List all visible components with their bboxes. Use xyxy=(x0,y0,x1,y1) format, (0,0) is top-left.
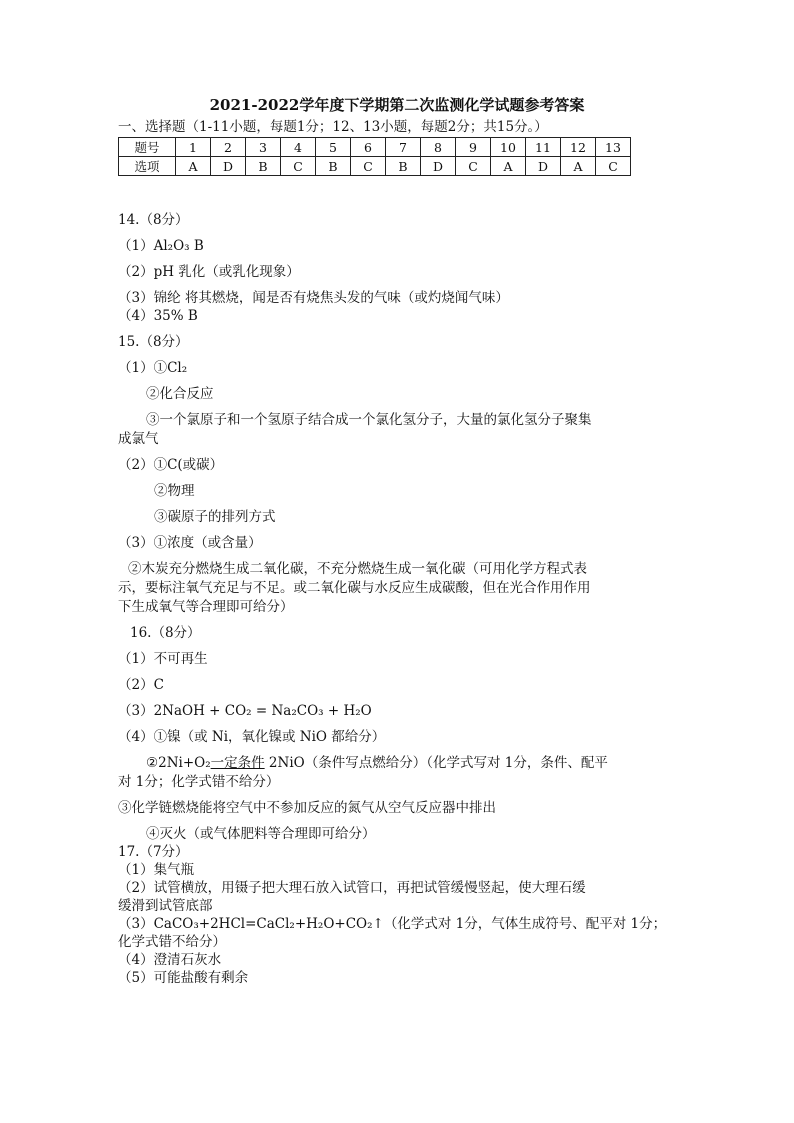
q16-equation-line xyxy=(146,754,608,772)
q16-line: （1）不可再生 xyxy=(118,651,208,667)
answer-cell: D xyxy=(526,157,561,176)
answer-cell: D xyxy=(421,157,456,176)
q17-heading: 17.（7分） xyxy=(118,844,189,860)
q17-line: （2）试管横放，用镊子把大理石放入试管口，再把试管缓慢竖起，使大理石缓 xyxy=(118,880,586,896)
answer-cell: B xyxy=(316,157,351,176)
question-number-cell: 6 xyxy=(351,138,386,157)
q16-eq-reactants: ②2Ni+O₂ xyxy=(146,755,211,771)
q17-line: （1）集气瓶 xyxy=(118,862,195,878)
row-label-number: 题号 xyxy=(119,138,176,157)
q14-line: （1）Al₂O₃ B xyxy=(118,238,204,254)
q15-line: ②化合反应 xyxy=(146,386,214,402)
q16-line: ③化学链燃烧能将空气中不参加反应的氮气从空气反应器中排出 xyxy=(118,800,496,816)
q15-line: ③一个氯原子和一个氢原子结合成一个氯化氢分子，大量的氯化氢分子聚集 xyxy=(146,412,592,428)
answer-cell: C xyxy=(281,157,316,176)
answer-cell: B xyxy=(386,157,421,176)
q16-line: （4）①镍（或 Ni，氧化镍或 NiO 都给分） xyxy=(118,729,386,745)
table-row-numbers xyxy=(119,138,631,157)
q14-line: （4）35% B xyxy=(118,308,198,324)
question-number-cell: 12 xyxy=(561,138,596,157)
q16-line: ④灭火（或气体肥料等合理即可给分） xyxy=(146,826,376,842)
q14-line: （2）pH 乳化（或乳化现象） xyxy=(118,264,300,280)
page-title: 2021-2022学年度下学期第二次监测化学试题参考答案 xyxy=(209,96,585,114)
q15-line: 下生成氧气等合理即可给分） xyxy=(118,599,294,615)
answer-cell: C xyxy=(351,157,386,176)
q17-line: （4）澄清石灰水 xyxy=(118,952,222,968)
answer-cell: D xyxy=(211,157,246,176)
q15-line: ②木炭充分燃烧生成二氧化碳，不充分燃烧生成一氧化碳（可用化学方程式表 xyxy=(128,561,587,577)
q17-line: （3）CaCO₃+2HCl=CaCl₂+H₂O+CO₂↑（化学式对 1分，气体生成符号、配平对 1分； xyxy=(118,916,667,932)
q15-heading: 15.（8分） xyxy=(118,334,189,350)
answer-cell: C xyxy=(596,157,631,176)
q16-line: 对 1分；化学式错不给分） xyxy=(118,774,280,790)
q16-eq-condition: 一定条件 xyxy=(210,755,265,771)
q15-line: ②物理 xyxy=(154,483,195,499)
answer-cell: C xyxy=(456,157,491,176)
question-number-cell: 7 xyxy=(386,138,421,157)
q15-line: 成氯气 xyxy=(118,431,159,447)
answer-cell: A xyxy=(176,157,211,176)
q17-line: （5）可能盐酸有剩余 xyxy=(118,970,249,986)
q14-heading: 14.（8分） xyxy=(118,212,189,228)
question-number-cell: 13 xyxy=(596,138,631,157)
q16-line: （2）C xyxy=(118,677,164,693)
question-number-cell: 10 xyxy=(491,138,526,157)
answer-cell: A xyxy=(491,157,526,176)
q15-line: 示，要标注氧气充足与不足。或二氧化碳与水反应生成碳酸，但在光合作用作用 xyxy=(118,580,591,596)
q15-line: （2）①C(或碳） xyxy=(118,457,224,473)
answer-cell: B xyxy=(246,157,281,176)
question-number-cell: 1 xyxy=(176,138,211,157)
q16-heading: 16.（8分） xyxy=(130,625,201,641)
question-number-cell: 9 xyxy=(456,138,491,157)
q15-line: ③碳原子的排列方式 xyxy=(154,509,276,525)
section1-heading: 一、选择题（1-11小题，每题1分；12、13小题，每题2分；共15分。） xyxy=(118,119,548,135)
q16-eq-products: 2NiO（条件写点燃给分）（化学式写对 1分，条件、配平 xyxy=(264,755,608,771)
q15-line: （3）①浓度（或含量） xyxy=(118,535,262,551)
q17-line: 化学式错不给分） xyxy=(118,934,226,950)
question-number-cell: 2 xyxy=(211,138,246,157)
question-number-cell: 3 xyxy=(246,138,281,157)
q14-line: （3）锦纶 将其燃烧，闻是否有烧焦头发的气味（或灼烧闻气味） xyxy=(118,290,509,306)
answer-cell: A xyxy=(561,157,596,176)
question-number-cell: 5 xyxy=(316,138,351,157)
row-label-answer: 选项 xyxy=(119,157,176,176)
question-number-cell: 4 xyxy=(281,138,316,157)
q17-line: 缓滑到试管底部 xyxy=(118,898,213,914)
question-number-cell: 11 xyxy=(526,138,561,157)
q16-line: （3）2NaOH + CO₂ = Na₂CO₃ + H₂O xyxy=(118,703,372,719)
table-row-answers xyxy=(119,157,631,176)
q15-line: （1）①Cl₂ xyxy=(118,360,188,376)
question-number-cell: 8 xyxy=(421,138,456,157)
answer-table xyxy=(118,137,631,176)
